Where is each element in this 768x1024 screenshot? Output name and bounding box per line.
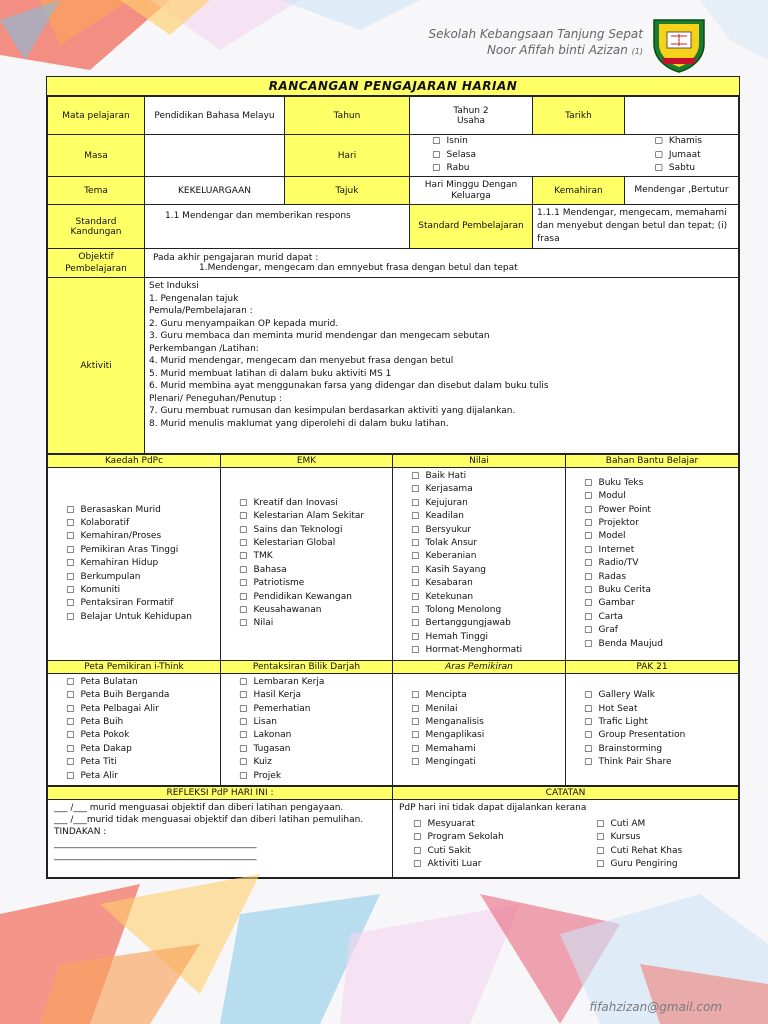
bahan-item[interactable]: ▢ Internet [584,544,734,557]
aras-list [411,689,561,769]
school-header [429,26,643,60]
kaedah-item[interactable]: ▢ Berkumpulan [66,571,216,584]
aktiviti-line: 8. Murid menulis maklumat yang diperolehi di dalam buku latihan. [149,418,449,429]
hari-label: Hari [285,135,410,177]
days-right-list [654,135,702,175]
aras-item[interactable]: ▢ Menganalisis [411,716,561,729]
kaedah-cell [48,468,221,661]
day-checkbox[interactable]: ▢ Isnin [432,135,476,148]
aktiviti-line: 7. Guru membuat rumusan dan kesimpulan berdasarkan aktiviti yang dijalankan. [149,406,516,416]
mata-pelajaran-value: Pendidikan Bahasa Melayu [145,97,285,135]
masa-label: Masa [48,135,145,177]
bahan-item[interactable]: ▢ Graf [584,624,734,637]
nilai-item[interactable]: ▢ Tolak Ansur [411,537,561,550]
catatan-intro: PdP hari ini tidak dapat dijalankan kerana [399,802,587,813]
tema-value: KEKELUARGAAN [145,177,285,205]
pak21-item[interactable]: ▢ Brainstorming [584,743,734,756]
catatan-item[interactable]: ▢ Cuti AM [596,818,682,831]
ithink-item[interactable]: ▢ Peta Pelbagai Alir [66,703,216,716]
catatan-cell [393,799,739,877]
emk-item[interactable]: ▢ Bahasa [239,564,388,577]
tarikh-value[interactable] [625,97,739,135]
bahan-item[interactable]: ▢ Radas [584,571,734,584]
emk-item[interactable]: ▢ Keusahawanan [239,604,388,617]
ithink-item[interactable]: ▢ Peta Titi [66,756,216,769]
bahan-item[interactable]: ▢ Buku Cerita [584,584,734,597]
kaedah-list [66,504,216,625]
aktiviti-line: 5. Murid membuat latihan di dalam buku aktiviti MS 1 [149,368,392,379]
kaedah-item[interactable]: ▢ Pentaksiran Formatif [66,597,216,610]
tahun-label: Tahun [285,97,410,135]
pentaksiran-item[interactable]: ▢ Lakonan [239,729,388,742]
kaedah-item[interactable]: ▢ Kemahiran Hidup [66,557,216,570]
aktiviti-line: Pemula/Pembelajaran : [149,306,253,316]
standard-kandungan-label: Standard Kandungan [48,205,145,249]
aktiviti-line: 6. Murid membina ayat menggunakan farsa yang didengar dan disebut dalam buku tulis [149,381,549,391]
aktiviti-line: Perkembangan /Latihan: [149,343,259,354]
mata-pelajaran-label: Mata pelajaran [48,97,145,135]
refleksi-line2[interactable]: ___ /___murid tidak menguasai objektif dan diberi latihan pemulihan. [54,814,364,825]
kaedah-item[interactable]: ▢ Kolaboratif [66,517,216,530]
bahan-list [584,477,734,651]
nilai-item[interactable]: ▢ Ketekunan [411,591,561,604]
ithink-cell [48,673,221,785]
pak21-item[interactable]: ▢ Gallery Walk [584,689,734,702]
ithink-item[interactable]: ▢ Peta Dakap [66,743,216,756]
bahan-item[interactable]: ▢ Power Point [584,504,734,517]
emk-item[interactable]: ▢ Kreatif dan Inovasi [239,497,388,510]
standard-pembelajaran-label: Standard Pembelajaran [410,205,533,249]
ithink-item[interactable]: ▢ Peta Bulatan [66,676,216,689]
catatan-item[interactable]: ▢ Cuti Sakit [413,845,596,858]
reflection-table [47,786,739,878]
aras-heading: Aras Pemikiran [393,660,566,673]
refleksi-cell [48,799,393,877]
page-marker: (1) [631,47,643,56]
nilai-item[interactable]: ▢ Hormat-Menghormati [411,644,561,657]
day-checkbox[interactable]: ▢ Selasa [432,149,476,162]
pentaksiran-item[interactable]: ▢ Lisan [239,716,388,729]
objektif-line2: 1.Mendengar, mengecam dan emnyebut frasa dengan betul dan tepat [199,263,518,273]
aras-item[interactable]: ▢ Mengingati [411,756,561,769]
catatan-item[interactable]: ▢ Program Sekolah [413,831,596,844]
masa-value[interactable] [145,135,285,177]
emk-list [239,497,388,631]
aktiviti-label: Aktiviti [48,278,145,454]
emk-heading: EMK [221,455,393,468]
hari-options [410,135,739,177]
tajuk-label: Tajuk [285,177,410,205]
pentaksiran-item[interactable]: ▢ Hasil Kerja [239,689,388,702]
kemahiran-value: Mendengar ,Bertutur [625,177,739,205]
aktiviti-line: 2. Guru menyampaikan OP kepada murid. [149,318,339,329]
bahan-heading: Bahan Bantu Belajar [566,455,739,468]
tindakan-blank1[interactable]: _____________________________________________ [54,838,257,849]
nilai-item[interactable]: ▢ Kejujuran [411,497,561,510]
kaedah-heading: Kaedah PdPc [48,455,221,468]
pentaksiran-item[interactable]: ▢ Projek [239,770,388,783]
nilai-list [411,470,561,658]
pak21-cell [566,673,739,785]
refleksi-line1[interactable]: ___ /___ murid menguasai objektif dan diberi latihan pengayaan. [54,802,344,813]
tema-label: Tema [48,177,145,205]
nilai-item[interactable]: ▢ Tolong Menolong [411,604,561,617]
pentaksiran-cell [221,673,393,785]
nilai-item[interactable]: ▢ Bertanggungjawab [411,617,561,630]
catatan-left-list [413,818,596,872]
pentaksiran-item[interactable]: ▢ Tugasan [239,743,388,756]
nilai-item[interactable]: ▢ Keadilan [411,510,561,523]
bahan-item[interactable]: ▢ Radio/TV [584,557,734,570]
aras-item[interactable]: ▢ Menilai [411,703,561,716]
catatan-item[interactable]: ▢ Aktiviti Luar [413,858,596,871]
catatan-heading: CATATAN [393,786,739,799]
kaedah-item[interactable]: ▢ Belajar Untuk Kehidupan [66,611,216,624]
aras-cell [393,673,566,785]
pak21-item[interactable]: ▢ Trafic Light [584,716,734,729]
info-table [47,96,739,454]
nilai-item[interactable]: ▢ Bersyukur [411,524,561,537]
catatan-item[interactable]: ▢ Kursus [596,831,682,844]
aktiviti-line: Set Induksi [149,281,199,291]
day-checkbox[interactable]: ▢ Khamis [654,135,702,148]
tahun-value [410,97,533,135]
objektif-value [145,249,739,278]
nilai-item[interactable]: ▢ Baik Hati [411,470,561,483]
emk-item[interactable]: ▢ Patriotisme [239,577,388,590]
tahun-value-line1: Tahun 2 [453,105,489,116]
emk-item[interactable]: ▢ TMK [239,550,388,563]
pentaksiran-item[interactable]: ▢ Lembaran Kerja [239,676,388,689]
bahan-cell [566,468,739,661]
ithink-item[interactable]: ▢ Peta Pokok [66,729,216,742]
emk-item[interactable]: ▢ Pendidikan Kewangan [239,591,388,604]
nilai-item[interactable]: ▢ Kesabaran [411,577,561,590]
pentaksiran-item[interactable]: ▢ Pemerhatian [239,703,388,716]
catatan-item[interactable]: ▢ Guru Pengiring [596,858,682,871]
kaedah-item[interactable]: ▢ Komuniti [66,584,216,597]
nilai-item[interactable]: ▢ Keberanian [411,550,561,563]
catatan-item[interactable]: ▢ Mesyuarat [413,818,596,831]
page-title: RANCANGAN PENGAJARAN HARIAN [47,77,739,96]
pentaksiran-item[interactable]: ▢ Kuiz [239,756,388,769]
bahan-item[interactable]: ▢ Carta [584,611,734,624]
pak21-item[interactable]: ▢ Hot Seat [584,703,734,716]
emk-cell [221,468,393,661]
emk-item[interactable]: ▢ Kelestarian Global [239,537,388,550]
objektif-line1: Pada akhir pengajaran murid dapat : [153,253,319,263]
ithink-heading: Peta Pemikiran i-Think [48,660,221,673]
nilai-cell [393,468,566,661]
objektif-label: Objektif Pembelajaran [48,249,145,278]
bahan-item[interactable]: ▢ Projektor [584,517,734,530]
bahan-item[interactable]: ▢ Modul [584,490,734,503]
emk-item[interactable]: ▢ Kelestarian Alam Sekitar [239,510,388,523]
nilai-item[interactable]: ▢ Kasih Sayang [411,564,561,577]
tarikh-label: Tarikh [533,97,625,135]
nilai-item[interactable]: ▢ Kerjasama [411,483,561,496]
tajuk-value: Hari Minggu Dengan Keluarga [410,177,533,205]
kemahiran-label: Kemahiran [533,177,625,205]
aras-item[interactable]: ▢ Mencipta [411,689,561,702]
pak21-heading: PAK 21 [566,660,739,673]
lesson-plan-sheet [46,76,740,879]
day-checkbox[interactable]: ▢ Jumaat [654,149,702,162]
days-left-list [432,135,476,175]
aktiviti-line: 3. Guru membaca dan meminta murid mendengar dan mengecam sebutan [149,331,490,341]
pak21-item[interactable]: ▢ Group Presentation [584,729,734,742]
kaedah-item[interactable]: ▢ Pemikiran Aras Tinggi [66,544,216,557]
aktiviti-value [145,278,739,454]
aktiviti-line: 4. Murid mendengar, mengecam dan menyebut frasa dengan betul [149,356,454,366]
ithink-item[interactable]: ▢ Peta Buih [66,716,216,729]
nilai-item[interactable]: ▢ Hemah Tinggi [411,631,561,644]
ithink-list [66,676,216,783]
teacher-name: Noor Afifah binti Azizan [486,43,628,57]
catatan-item[interactable]: ▢ Cuti Rehat Khas [596,845,682,858]
kaedah-item[interactable]: ▢ Berasaskan Murid [66,504,216,517]
pak21-list [584,689,734,769]
bahan-item[interactable]: ▢ Model [584,530,734,543]
school-name: Sekolah Kebangsaan Tanjung Sepat [428,27,643,41]
standard-pembelajaran-value: 1.1.1 Mendengar, mengecam, memahami dan menyebut dengan betul dan tepat; (i) frasa [533,205,739,249]
section1-table [47,454,739,786]
day-checkbox[interactable]: ▢ Sabtu [654,162,702,175]
tahun-value-line2: Usaha [456,115,485,126]
standard-kandungan-value: 1.1 Mendengar dan memberikan respons [145,205,410,249]
aras-item[interactable]: ▢ Mengaplikasi [411,729,561,742]
refleksi-heading: REFLEKSI PdP HARI INI : [48,786,393,799]
kaedah-item[interactable]: ▢ Kemahiran/Proses [66,530,216,543]
footer-email: fifahzizan@gmail.com [589,1000,722,1014]
ithink-item[interactable]: ▢ Peta Buih Berganda [66,689,216,702]
pentaksiran-list [239,676,388,783]
catatan-options [399,818,734,872]
bahan-item[interactable]: ▢ Buku Teks [584,477,734,490]
bahan-item[interactable]: ▢ Gambar [584,597,734,610]
aktiviti-line: Plenari/ Peneguhan/Penutup : [149,393,282,404]
pak21-item[interactable]: ▢ Think Pair Share [584,756,734,769]
aktiviti-line: 1. Pengenalan tajuk [149,293,239,304]
day-checkbox[interactable]: ▢ Rabu [432,162,476,175]
emk-item[interactable]: ▢ Sains dan Teknologi [239,524,388,537]
bahan-item[interactable]: ▢ Benda Maujud [584,638,734,651]
aras-item[interactable]: ▢ Memahami [411,743,561,756]
emk-item[interactable]: ▢ Nilai [239,617,388,630]
catatan-right-list [596,818,682,872]
pentaksiran-heading: Pentaksiran Bilik Darjah [221,660,393,673]
tindakan-label: TINDAKAN : [54,826,107,837]
school-logo [650,14,708,74]
nilai-heading: Nilai [393,455,566,468]
ithink-item[interactable]: ▢ Peta Alir [66,770,216,783]
tindakan-blank2[interactable]: _____________________________________________ [54,850,257,861]
